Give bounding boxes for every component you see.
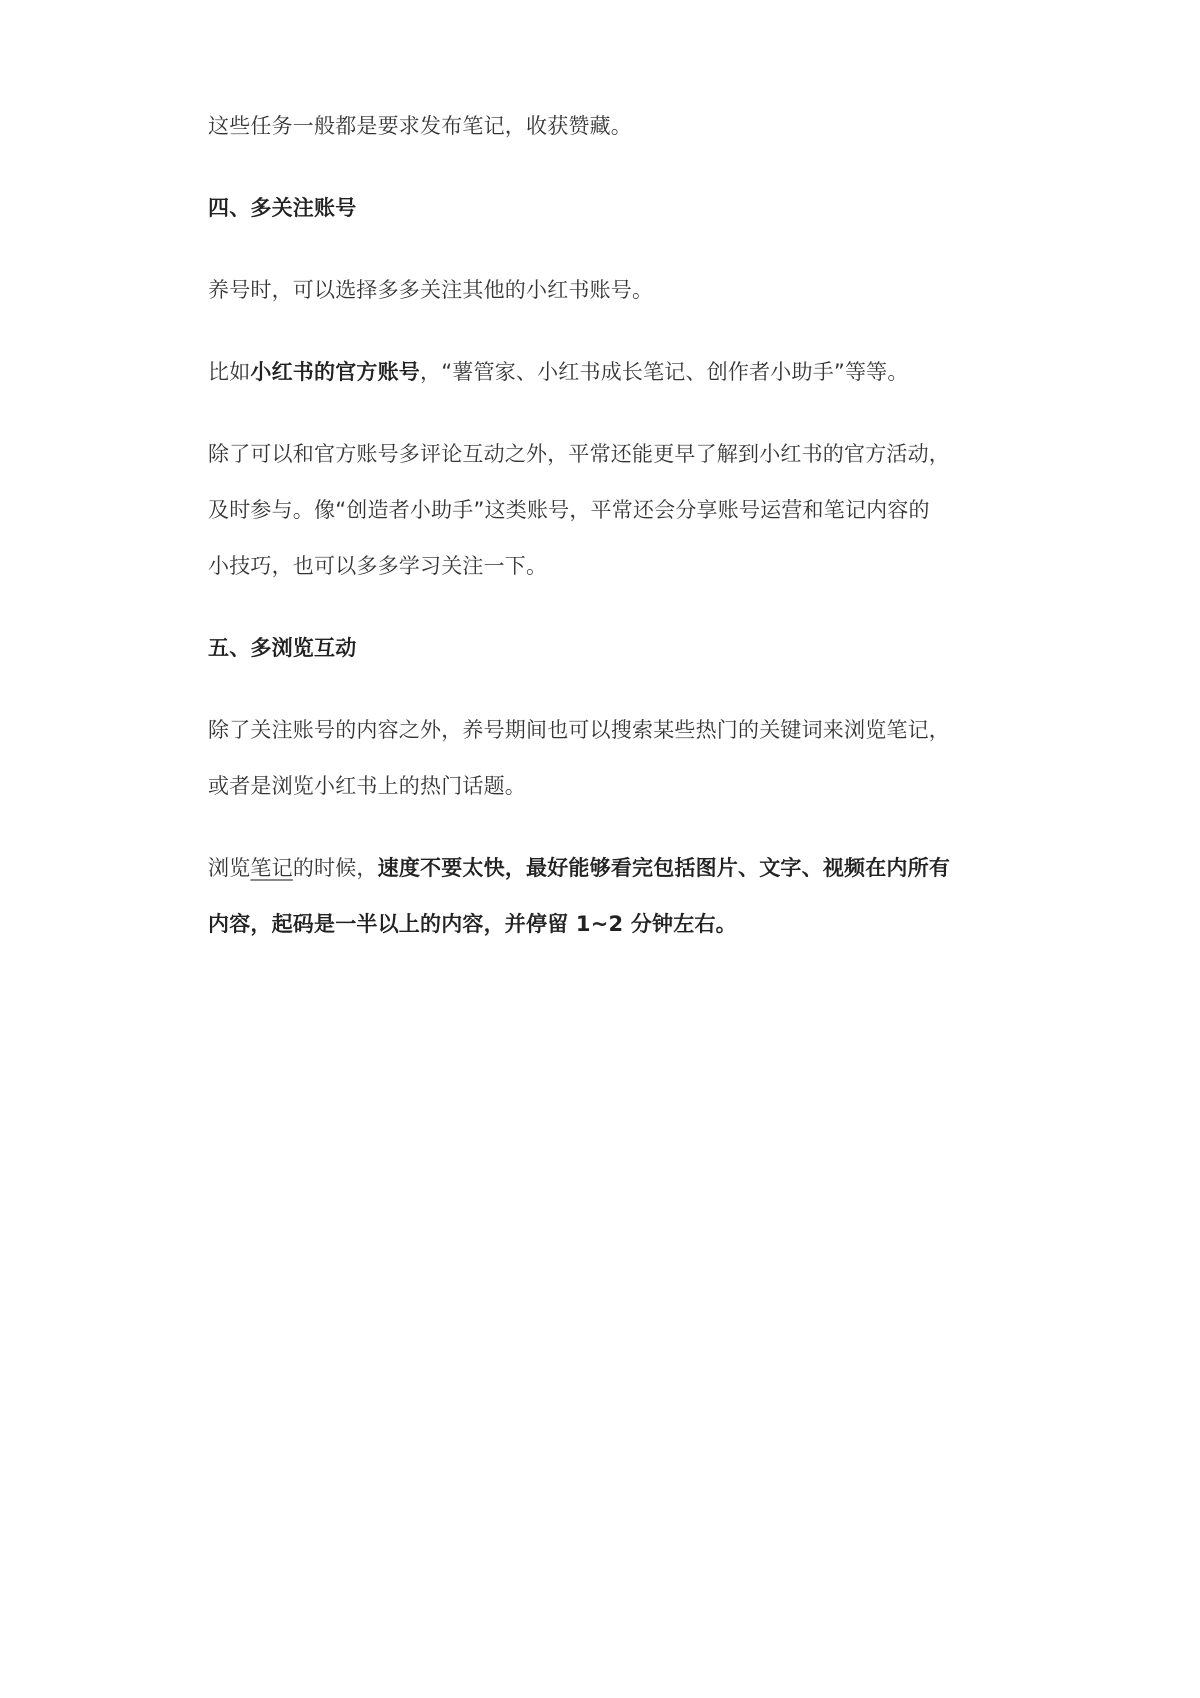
bold-official-accounts: 小红书的官方账号 xyxy=(250,360,421,384)
paragraph-task-requirements xyxy=(208,98,968,154)
article-body xyxy=(208,98,968,952)
paragraph-official-accounts: 比如小红书的官方账号，“薯管家、小红书成长笔记、创作者小助手”等等。 xyxy=(208,360,909,384)
underlined-notes: 笔记 xyxy=(250,856,293,880)
paragraph-follow-intro: 养号时，可以选择多多关注其他的小红书账号。 xyxy=(208,278,654,302)
paragraph-browse-speed: 浏览笔记的时候，速度不要太快，最好能够看完包括图片、文字、视频在内所有 内容，起码是一半以上的内容，并停留 1~2 分钟左右。 xyxy=(208,856,951,936)
bold-stay-advice: 内容，起码是一半以上的内容，并停留 1~2 分钟左右。 xyxy=(208,912,737,936)
section-heading-browse-interact: 五、多浏览互动 xyxy=(208,636,357,660)
bold-speed-advice: 速度不要太快，最好能够看完包括图片、文字、视频在内所有 xyxy=(377,856,951,880)
paragraph-browse-keywords: 除了关注账号的内容之外，养号期间也可以搜索某些热门的关键词来浏览笔记， 或者是浏览小红书上的热门话题。 xyxy=(208,718,950,798)
paragraph-text: 这些任务一般都是要求发布笔记，收获赞藏。 xyxy=(208,114,632,138)
section-heading-follow-accounts: 四、多关注账号 xyxy=(208,196,357,220)
paragraph-official-activities: 除了可以和官方账号多评论互动之外，平常还能更早了解到小红书的官方活动， 及时参与。像“创造者小助手”这类账号，平常还会分享账号运营和笔记内容的 小技巧，也可以多多学习关注一下。 xyxy=(208,442,950,578)
